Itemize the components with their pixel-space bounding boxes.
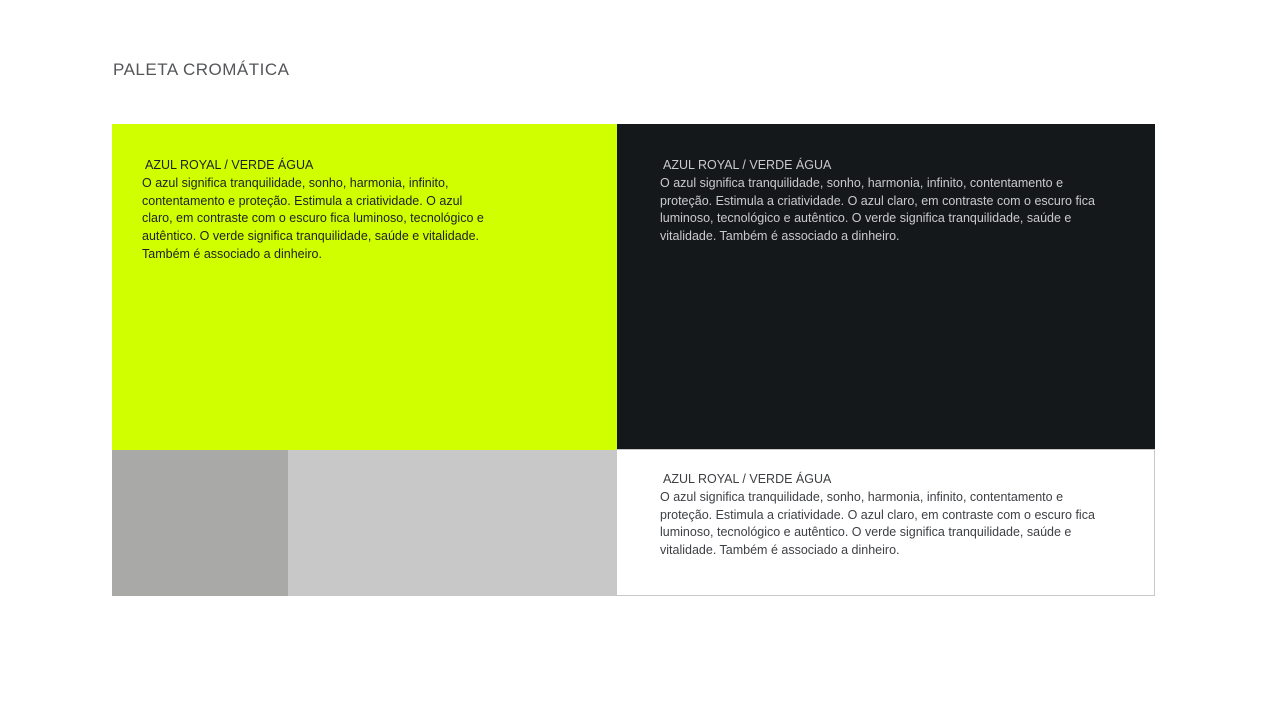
swatch-gray-light: [288, 450, 617, 596]
swatch-white-description: [660, 471, 1110, 560]
swatch-lime-heading: AZUL ROYAL / VERDE ÁGUA: [145, 158, 314, 172]
page-title: PALETA CROMÁTICA: [113, 60, 290, 79]
swatch-dark-description: [660, 157, 1110, 246]
swatch-white-heading: AZUL ROYAL / VERDE ÁGUA: [663, 472, 832, 486]
swatch-dark-body: O azul significa tranquilidade, sonho, harmonia, infinito, contentamento e proteção. Estimula a criatividade. O azul claro, em contraste com o escuro fica luminoso, tecnológico e autêntico. O verde significa tranquilidade, saúde e vitalidade. Também é associado a dinheiro.: [660, 175, 1095, 244]
swatch-dark-heading: AZUL ROYAL / VERDE ÁGUA: [663, 158, 832, 172]
swatch-white-body: O azul significa tranquilidade, sonho, harmonia, infinito, contentamento e proteção. Estimula a criatividade. O azul claro, em contraste com o escuro fica luminoso, tecnológico e autêntico. O verde significa tranquilidade, saúde e vitalidade. Também é associado a dinheiro.: [660, 489, 1095, 558]
swatch-lime-description: [142, 157, 487, 264]
swatch-lime-body: O azul significa tranquilidade, sonho, harmonia, infinito, contentamento e proteção. Estimula a criatividade. O azul claro, em contraste com o escuro fica luminoso, tecnológico e autêntico. O verde significa tranquilidade, saúde e vitalidade. Também é associado a dinheiro.: [142, 175, 484, 261]
swatch-gray-dark: [112, 450, 288, 596]
